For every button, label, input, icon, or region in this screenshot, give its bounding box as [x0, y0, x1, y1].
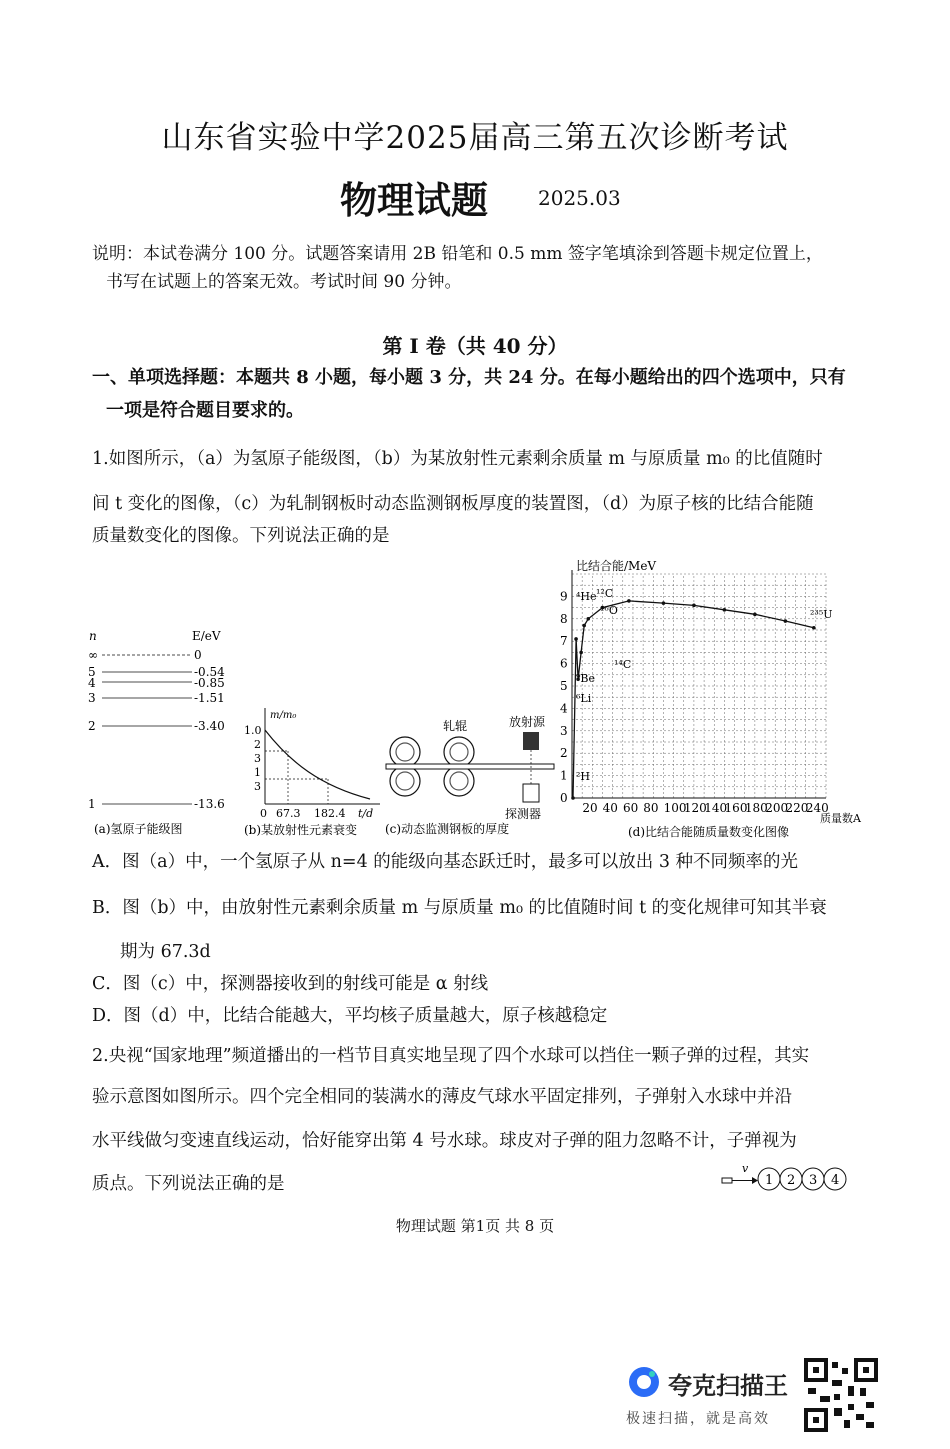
- ball-1-label: 1: [765, 1173, 774, 1188]
- fig-b-y5: 3: [254, 780, 261, 793]
- fig-a-col-e: E/eV: [192, 629, 221, 643]
- data-point: [784, 619, 788, 623]
- figure-d-binding-energy-chart: [558, 556, 868, 842]
- q2-stem-line-3: 水平线做匀变速直线运动，恰好能穿出第 4 号水球。球皮对子弹的阻力忽略不计，子弹视为: [92, 1131, 797, 1151]
- bullet-icon: [722, 1178, 732, 1183]
- fig-c-caption: (c)动态监测钢板的厚度: [385, 822, 510, 836]
- fig-a-n-2: 2: [88, 719, 96, 733]
- fig-a-n-4: 4: [88, 676, 96, 690]
- y-tick-label: 5: [560, 679, 568, 693]
- chart-ylabel: 比结合能/MeV: [576, 559, 657, 573]
- fig-b-y1: 1.0: [244, 724, 262, 737]
- data-point: [753, 613, 757, 617]
- data-point: [627, 599, 631, 603]
- q2-stem-line-4: 质点。下列说法正确的是: [92, 1174, 285, 1194]
- y-tick-label: 4: [560, 701, 568, 716]
- y-tick-label: 6: [560, 656, 568, 671]
- y-tick-label: 1: [560, 768, 568, 783]
- q1-option-c[interactable]: C．图（c）中，探测器接收到的射线可能是 α 射线: [92, 974, 489, 994]
- fig-b-y3: 3: [254, 752, 261, 765]
- chart-annotation-h2: ²H: [576, 770, 591, 783]
- fig-c-detector-box: [523, 784, 539, 802]
- x-tick-label: 200: [765, 801, 789, 815]
- y-tick-label: 2: [560, 746, 568, 761]
- section-title: 第 I 卷（共 40 分）: [382, 334, 568, 358]
- x-tick-label: 100: [663, 801, 687, 815]
- chart-annotation-u235: ²³⁵U: [810, 608, 833, 621]
- qr-code-icon: [804, 1358, 878, 1432]
- instructions-line-2: 书写在试题上的答案无效。考试时间 90 分钟。: [106, 272, 462, 292]
- q1-option-b-line-1[interactable]: B．图（b）中，由放射性元素剩余质量 m 与原质量 m₀ 的比值随时间 t 的变化规律可知其半衰: [92, 898, 827, 918]
- fig-a-col-n: n: [89, 629, 97, 643]
- scanner-logo-icon: [626, 1364, 662, 1400]
- y-tick-label: 7: [560, 634, 568, 649]
- y-tick-label: 8: [560, 611, 568, 626]
- data-point: [571, 796, 575, 800]
- data-point: [692, 604, 696, 608]
- fig-c-roller-label: 轧辊: [443, 719, 468, 733]
- x-tick-label: 160: [724, 801, 748, 815]
- fig-c-source-box: [523, 732, 539, 750]
- fig-b-caption: (b)某放射性元素衰变: [244, 823, 358, 837]
- y-tick-label: 3: [560, 723, 568, 738]
- ball-3-label: 3: [809, 1173, 818, 1188]
- y-tick-label: 0: [560, 791, 568, 805]
- fig-b-y2: 2: [254, 738, 261, 751]
- data-point: [579, 651, 583, 655]
- q2-velocity-label: v: [742, 1162, 749, 1175]
- q2-water-balls-figure: [720, 1160, 854, 1194]
- part-heading-line-2: 一项是符合题目要求的。: [106, 400, 304, 421]
- scanner-brand: 夸克扫描王: [668, 1372, 788, 1400]
- x-tick-label: 180: [744, 801, 768, 815]
- x-tick-label: 20: [582, 801, 598, 815]
- q2-stem-line-1: 2.央视“国家地理”频道播出的一档节目真实地呈现了四个水球可以挡住一颗子弹的过程，其实: [92, 1046, 810, 1066]
- instructions-line-1: 说明：本试卷满分 100 分。试题答案请用 2B 铅笔和 0.5 mm 签字笔填涂到答题卡规定位置上，: [92, 244, 823, 264]
- fig-c-detector-label: 探测器: [505, 807, 542, 821]
- ball-2-label: 2: [787, 1173, 796, 1188]
- y-tick-label: 9: [560, 589, 568, 604]
- fig-a-caption: (a)氢原子能级图: [94, 822, 183, 836]
- data-point: [574, 637, 578, 641]
- fig-a-e-3: -1.51: [194, 691, 225, 705]
- fig-b-x0: 0: [260, 807, 267, 820]
- series-line: [573, 601, 814, 798]
- subject-title: 物理试题: [340, 179, 488, 222]
- x-tick-label: 40: [602, 801, 618, 815]
- fig-b-y4: 1: [254, 766, 261, 779]
- q2-stem-line-2: 验示意图如图所示。四个完全相同的装满水的薄皮气球水平固定排列，子弹射入水球中并沿: [92, 1087, 792, 1107]
- fig-a-e-5: -0.54: [194, 665, 225, 679]
- fig-a-n-5: 5: [88, 665, 96, 679]
- fig-b-x2: 182.4: [314, 807, 346, 820]
- q1-option-d[interactable]: D．图（d）中，比结合能越大，平均核子质量越大，原子核越稳定: [92, 1006, 608, 1026]
- q1-stem-line-2: 间 t 变化的图像，（c）为轧制钢板时动态监测钢板厚度的装置图，（d）为原子核的比结合能随: [92, 494, 814, 514]
- chart-xlabel: 质量数A: [820, 812, 861, 825]
- chart-annotation-o16: ¹⁶O: [600, 604, 618, 617]
- fig-a-n-3: 3: [88, 691, 96, 705]
- data-point: [586, 617, 590, 621]
- x-tick-label: 220: [785, 801, 809, 815]
- x-tick-label: 80: [643, 801, 659, 815]
- x-tick-label: 60: [622, 801, 639, 815]
- q1-stem-line-3: 质量数变化的图像。下列说法正确的是: [92, 526, 390, 546]
- figure-a-energy-levels: [84, 628, 234, 840]
- fig-b-xlabel: t/d: [358, 807, 374, 820]
- page-footer: 物理试题 第1页 共 8 页: [395, 1217, 555, 1235]
- fig-a-e-inf: 0: [194, 648, 202, 662]
- q1-stem-line-1: 1.如图所示，（a）为氢原子能级图，（b）为某放射性元素剩余质量 m 与原质量 m₀ 的比值随时: [92, 449, 823, 469]
- fig-a-n-1: 1: [88, 797, 96, 811]
- exam-date: 2025.03: [538, 186, 621, 210]
- q1-option-b-line-2[interactable]: 期为 67.3d: [120, 942, 211, 962]
- fig-a-e-1: -13.6: [194, 797, 225, 811]
- fig-b-ylabel: m/m₀: [270, 710, 297, 721]
- figure-c-rolling-mill: [383, 708, 565, 842]
- chart-annotation-be9: ⁹Be: [576, 672, 596, 685]
- chart-annotation-c12: ¹²C: [596, 587, 614, 600]
- q1-option-a[interactable]: A．图（a）中，一个氢原子从 n=4 的能级向基态跃迁时，最多可以放出 3 种不同频率的光: [92, 852, 799, 872]
- data-point: [812, 626, 816, 630]
- x-tick-label: 120: [683, 801, 707, 815]
- fig-c-source-label: 放射源: [509, 715, 546, 729]
- x-tick-label: 240: [805, 801, 829, 815]
- scanner-slogan: 极速扫描，就是高效: [626, 1411, 770, 1427]
- part-heading-line-1: 一、单项选择题：本题共 8 小题，每小题 3 分，共 24 分。在每小题给出的四个选项中，只有: [92, 367, 846, 388]
- x-tick-label: 140: [704, 801, 728, 815]
- chart-annotation-he4: ⁴He: [576, 590, 597, 603]
- figure-b-decay-curve: [240, 704, 386, 842]
- fig-b-x1: 67.3: [276, 807, 301, 820]
- data-point: [662, 601, 666, 605]
- chart-annotation-li6: ⁶Li: [576, 692, 592, 705]
- fig-a-e-4: -0.85: [194, 676, 225, 690]
- chart-annotation-c14: ¹⁴C: [614, 658, 632, 671]
- chart-title: (d)比结合能随质量数变化图像: [628, 825, 790, 839]
- fig-a-n-inf: ∞: [88, 648, 98, 662]
- data-point: [582, 624, 586, 628]
- data-point: [723, 608, 727, 612]
- ball-4-label: 4: [831, 1173, 840, 1188]
- fig-a-e-2: -3.40: [194, 719, 225, 733]
- exam-title: 山东省实验中学2025届高三第五次诊断考试: [161, 120, 789, 156]
